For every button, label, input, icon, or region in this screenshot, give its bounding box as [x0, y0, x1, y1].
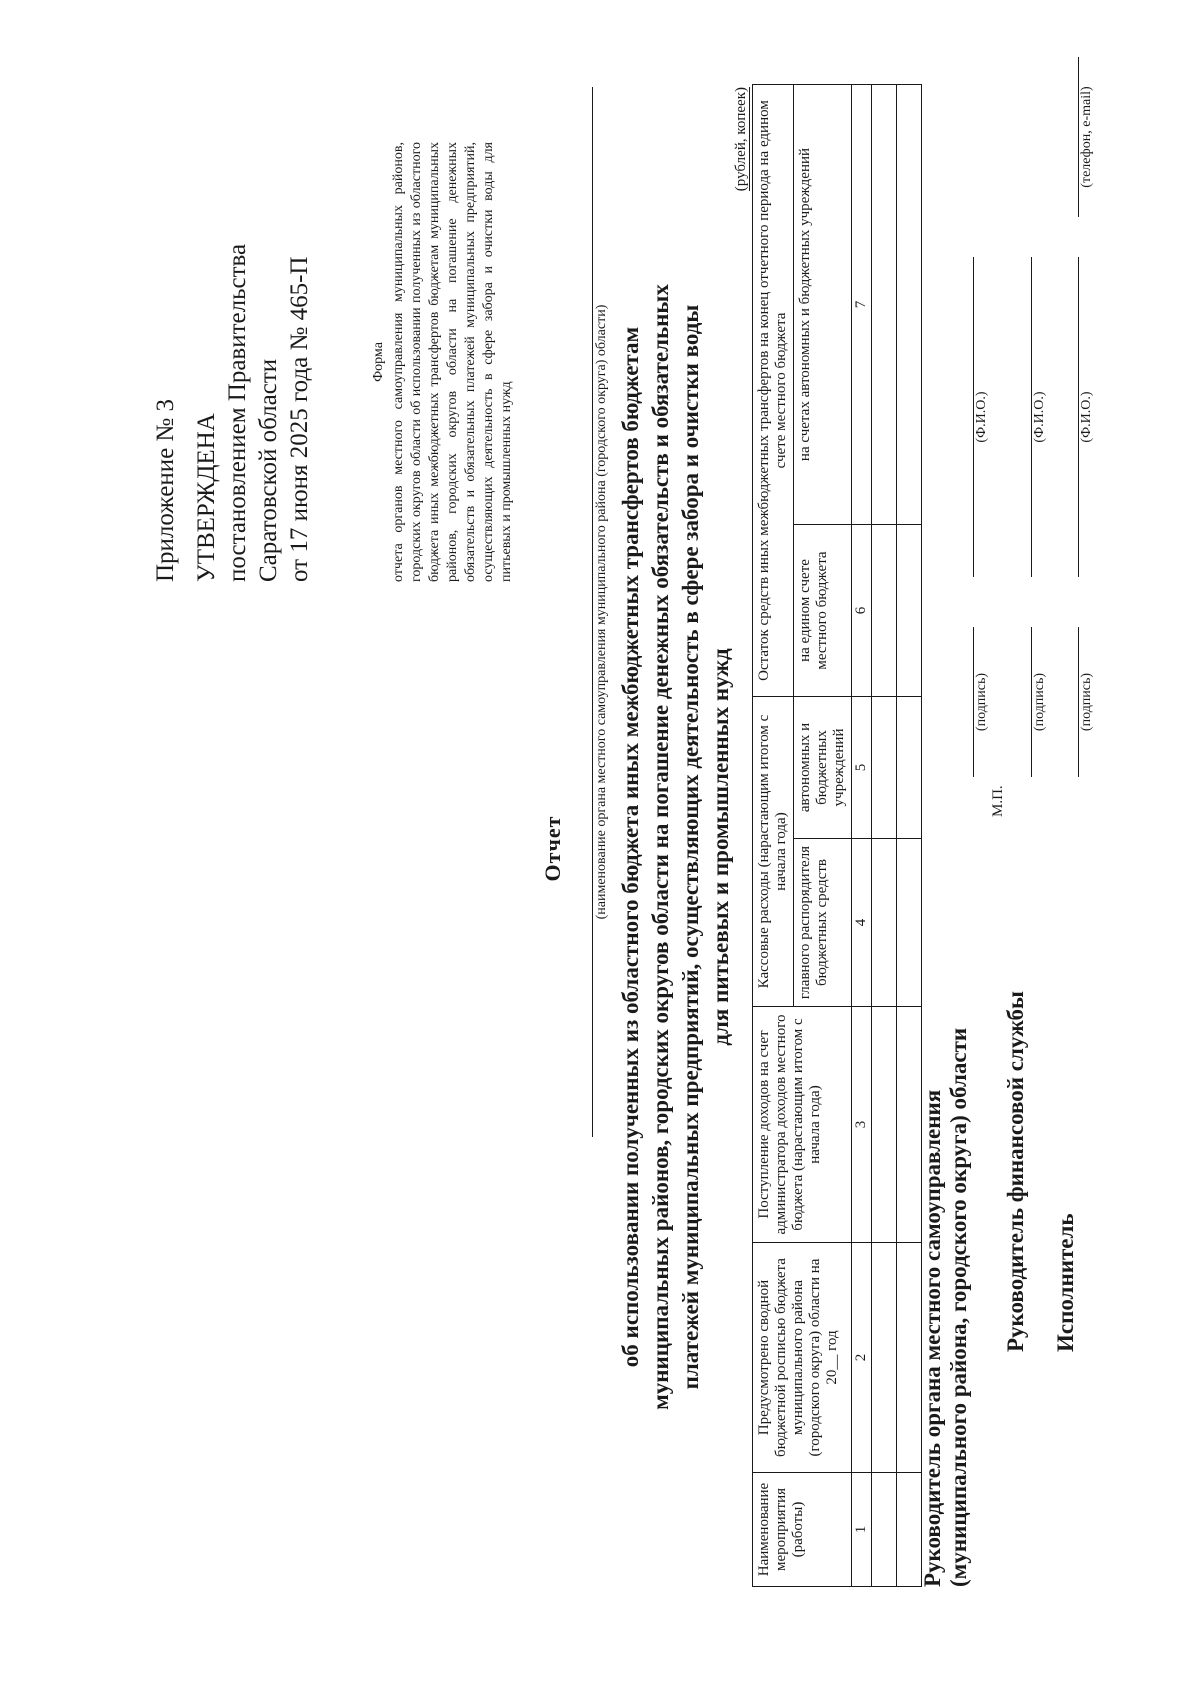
subtitle-line: об использовании полученных из областного бюджета иных межбюджетных трансфертов бюджетам	[618, 326, 643, 1368]
head-label-line-2: (муниципального района, городского округа) области	[946, 1027, 971, 1587]
org-name-line	[592, 87, 593, 1137]
header-single-account: на едином счете местного бюджета	[794, 525, 852, 697]
form-description: отчета органов местного самоуправления муниципальных районов, городских округов области об использовании полученных из областного бюджета иных межбюджетных трансфертов бюджетам муниципальных районов, городских округов области на погашение денежных обязательств и обязательных платежей муниципальных предприятий, осуществляющих деятельность в сфере забора и очистки воды для питьевых и промышленных нужд	[391, 142, 514, 582]
table-cell	[872, 525, 897, 697]
header-autonomous-accounts: на счетах автономных и бюджетных учреждений	[794, 85, 852, 525]
executor-signature-caption: (подпись)	[1079, 672, 1094, 732]
finance-name-caption: (Ф.И.О.)	[1032, 391, 1047, 443]
head-name-caption: (Ф.И.О.)	[974, 391, 989, 443]
finance-signature-caption: (подпись)	[1032, 672, 1047, 732]
finance-signatory-label: Руководитель финансовой службы	[1003, 991, 1028, 1352]
column-number: 2	[852, 1243, 872, 1473]
column-number: 4	[852, 839, 872, 1007]
table-header-row	[753, 85, 794, 1587]
column-number: 1	[852, 1473, 872, 1587]
executor-label: Исполнитель	[1053, 1213, 1078, 1352]
table-cell	[897, 1473, 922, 1587]
subtitle-line: муниципальных районов, городских округов области на погашение денежных обязательств и обязательных	[648, 284, 673, 1410]
table-row	[872, 85, 897, 1587]
header-measure-name: Наименование мероприятия (работы)	[753, 1473, 852, 1587]
table-cell	[872, 1007, 897, 1243]
executor-contact-caption: (телефон, e-mail)	[1079, 86, 1094, 188]
head-signature-caption: (подпись)	[974, 672, 989, 732]
report-subtitle	[616, 157, 736, 1537]
approval-line-3: от 17 июня 2025 года № 465-П	[286, 256, 313, 582]
column-number: 3	[852, 1007, 872, 1243]
form-block	[370, 142, 516, 582]
table-cell	[872, 1473, 897, 1587]
header-revenue: Поступление доходов на счет администратора доходов местного бюджета (нарастающим итогом с начала года)	[753, 1007, 852, 1243]
table-cell	[872, 1243, 897, 1473]
report-title: Отчет	[540, 815, 565, 882]
column-number-row	[852, 85, 872, 1587]
approval-status: УТВЕРЖДЕНА	[193, 413, 220, 582]
column-number: 7	[852, 85, 872, 525]
approval-line-2: Саратовской области	[255, 358, 282, 582]
table-cell	[897, 1007, 922, 1243]
table-cell	[872, 85, 897, 525]
header-planned: Предусмотрено сводной бюджетной росписью бюджета муниципального района (городского округа) области на 20__ год	[753, 1243, 852, 1473]
units-label: (рублей, копеек)	[733, 87, 749, 192]
table-cell	[897, 525, 922, 697]
header-cash-expenses: Кассовые расходы (нарастающим итогом с начала года)	[753, 697, 794, 1007]
column-number: 6	[852, 525, 872, 697]
stamp-place: М.П.	[990, 785, 1006, 817]
header-main-manager: главного распорядителя бюджетных средств	[794, 839, 852, 1007]
approval-line-1: постановлением Правительства	[224, 243, 251, 582]
table-cell	[872, 839, 897, 1007]
table-cell	[897, 839, 922, 1007]
subtitle-line: для питьевых и промышленных нужд	[708, 648, 733, 1046]
head-label-line-1: Руководитель органа местного самоуправления	[920, 1089, 945, 1587]
executor-name-caption: (Ф.И.О.)	[1079, 391, 1094, 443]
report-table	[752, 84, 922, 1587]
subtitle-line: платежей муниципальных предприятий, осуществляющих деятельность в сфере забора и очистки воды	[678, 304, 703, 1390]
header-autonomous-expenses: автономных и бюджетных учреждений	[794, 697, 852, 839]
table-cell	[897, 697, 922, 839]
table-cell	[872, 697, 897, 839]
table-cell	[897, 85, 922, 525]
approval-block	[150, 102, 315, 582]
form-label: Форма	[371, 342, 386, 382]
table-row	[897, 85, 922, 1587]
org-name-caption: (наименование органа местного самоуправления муниципального района (городского округа) области)	[594, 304, 609, 920]
column-number: 5	[852, 697, 872, 839]
head-signatory-label	[920, 687, 972, 1587]
header-balance: Остаток средств иных межбюджетных трансфертов на конец отчетного периода на едином счете местного бюджета	[753, 85, 794, 697]
appendix-number: Приложение № 3	[152, 398, 179, 582]
units-note	[733, 87, 750, 317]
table-cell	[897, 1243, 922, 1473]
